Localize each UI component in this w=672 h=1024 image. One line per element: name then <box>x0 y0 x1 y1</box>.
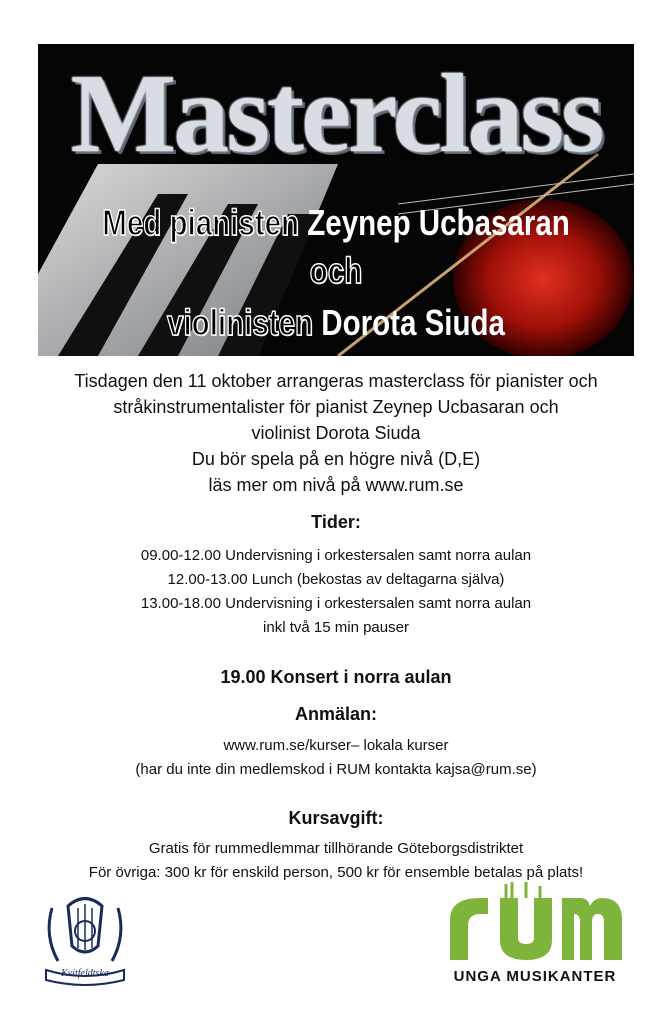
intro-text <box>0 368 672 498</box>
registration-text <box>0 734 672 782</box>
banner-title: Masterclass <box>70 52 602 176</box>
schedule-heading: Tider: <box>311 512 361 532</box>
fee-heading: Kursavgift: <box>288 808 384 828</box>
banner-line1-name: Zeynep Ucbasaran <box>307 202 570 243</box>
banner-subtitle-line1 <box>92 202 581 244</box>
banner-line3-prefix: violinisten <box>167 302 314 343</box>
intro-line: läs mer om nivå på www.rum.se <box>208 475 464 495</box>
kvitfeldtska-text: Kvitfeldtska <box>61 968 109 979</box>
fee-line: För övriga: 300 kr för enskild person, 500 kr för ensemble betalas på plats! <box>88 864 584 881</box>
fee-line: Gratis för rummedlemmar tillhörande Göteborgsdistriktet <box>148 840 524 857</box>
rum-caption: UNGA MUSIKANTER <box>453 968 617 985</box>
intro-line: Tisdagen den 11 oktober arrangeras masterclass för pianister och <box>74 371 598 391</box>
banner-line1-prefix: Med pianisten <box>102 202 300 243</box>
kvitfeldtska-logo <box>38 886 132 986</box>
banner-subtitle-line3 <box>92 302 581 344</box>
fee-text <box>0 837 672 885</box>
banner-line3-name: Dorota Siuda <box>321 302 505 343</box>
concert-line: 19.00 Konsert i norra aulan <box>220 667 452 687</box>
registration-line: (har du inte din medlemskod i RUM kontakta kajsa@rum.se) <box>135 761 537 778</box>
schedule-line: 13.00-18.00 Undervisning i orkestersalen samt norra aulan <box>140 595 532 612</box>
registration-line: www.rum.se/kurser– lokala kurser <box>223 737 449 754</box>
intro-line: Du bör spela på en högre nivå (D,E) <box>191 449 481 469</box>
schedule-line: 12.00-13.00 Lunch (bekostas av deltagarna själva) <box>167 571 505 588</box>
intro-line: stråkinstrumentalister för pianist Zeynep Ucbasaran och <box>113 397 559 417</box>
schedule-list <box>0 544 672 640</box>
schedule-line: 09.00-12.00 Undervisning i orkestersalen samt norra aulan <box>140 547 532 564</box>
registration-heading: Anmälan: <box>294 704 377 724</box>
banner-subtitle-line2 <box>92 250 581 292</box>
header-banner <box>38 44 634 356</box>
rum-logo-mark-icon <box>440 880 630 970</box>
rum-logo <box>440 880 630 990</box>
intro-line: violinist Dorota Siuda <box>251 423 421 443</box>
schedule-line: inkl två 15 min pauser <box>263 619 409 636</box>
banner-line2: och <box>309 250 363 291</box>
